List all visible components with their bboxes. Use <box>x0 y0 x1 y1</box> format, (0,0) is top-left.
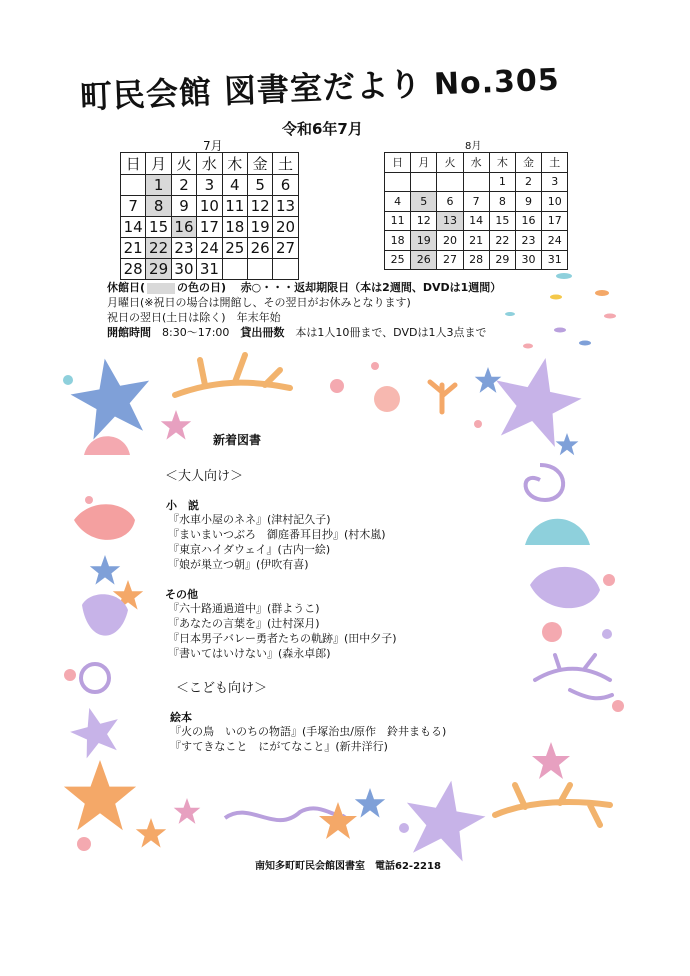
calendar-day: 17 <box>542 211 568 231</box>
kids-heading: ＜こども向け＞ <box>176 681 268 696</box>
calendar-day: 30 <box>515 250 541 270</box>
calendar-day: 3 <box>197 175 222 196</box>
calendar-day: 12 <box>247 196 272 217</box>
blue-starfish-icon <box>65 352 157 442</box>
calendar-day: 6 <box>273 175 298 196</box>
blue-starfish-icon <box>556 433 579 455</box>
novel-heading: 小 説 <box>166 499 199 512</box>
weekday-header: 火 <box>171 153 196 175</box>
weekday-header: 木 <box>489 153 515 173</box>
calendar-day: 24 <box>197 238 222 259</box>
calendar-day: 31 <box>542 250 568 270</box>
weekday-header: 火 <box>437 153 463 173</box>
issue-date: 令和6年7月 <box>282 120 363 138</box>
book-item: 『日本男子バレー勇者たちの軌跡』(田中夕子) <box>168 632 397 645</box>
conch-shell-icon <box>530 567 615 608</box>
weekday-header: 金 <box>247 153 272 175</box>
calendar-day: 11 <box>385 211 411 231</box>
book-item: 『まいまいつぶろ 御庭番耳目抄』(村木嵐) <box>168 528 386 541</box>
purple-starfish-icon <box>399 774 491 864</box>
novel-list <box>168 512 386 572</box>
fish-icon <box>505 273 616 349</box>
book-item: 『東京ハイダウェイ』(古内一絵) <box>168 543 331 556</box>
calendar-day: 9 <box>515 192 541 212</box>
calendar-day: 13 <box>437 211 463 231</box>
picture-book-heading: 絵本 <box>170 711 192 724</box>
orange-starfish-icon <box>319 802 357 839</box>
calendar-day: 18 <box>385 231 411 251</box>
limit-value: 本は1人10冊まで、DVDは1人3点まで <box>295 326 487 339</box>
calendar-day: 24 <box>542 231 568 251</box>
calendar-day: 21 <box>121 238 146 259</box>
limit-label: 貸出冊数 <box>240 326 285 339</box>
book-item: 『水車小屋のネネ』(津村記久子) <box>168 513 331 526</box>
calendar-day: 17 <box>197 217 222 238</box>
calendar-day: 23 <box>515 231 541 251</box>
calendar-day: 26 <box>247 238 272 259</box>
calendar-day: 1 <box>146 175 171 196</box>
orange-coral-icon <box>430 382 455 412</box>
blue-starfish-icon <box>355 788 409 833</box>
calendar-day: 10 <box>197 196 222 217</box>
closed-label-end: の色の日) <box>177 281 227 294</box>
picture-book-list <box>170 724 446 754</box>
august-label: 8月 <box>465 141 482 152</box>
calendar-day: 6 <box>437 192 463 212</box>
calendar-day: 4 <box>385 192 411 212</box>
calendar-day: 11 <box>222 196 247 217</box>
calendar-day: 21 <box>463 231 489 251</box>
coral-icon <box>535 655 612 698</box>
book-item: 『火の鳥 いのちの物語』(手塚治虫/原作 鈴井まもる) <box>170 725 447 738</box>
calendar-day: 14 <box>463 211 489 231</box>
weekday-header: 月 <box>146 153 171 175</box>
return-due-note: 赤○・・・返却期限日（本は2週間、DVDは1週間） <box>240 281 502 294</box>
weekday-header: 月 <box>411 153 437 173</box>
pink-starfish-icon <box>161 410 191 440</box>
weekday-header: 日 <box>385 153 411 173</box>
calendar-day: 22 <box>489 231 515 251</box>
calendar-day: 29 <box>489 250 515 270</box>
book-item: 『すてきなこと にがてなこと』(新井洋行) <box>170 740 388 753</box>
calendar-day: 27 <box>273 238 298 259</box>
hours-label: 開館時間 <box>107 326 151 339</box>
calendar-day: 28 <box>463 250 489 270</box>
swirl-icon <box>526 465 564 500</box>
closed-label: 休館日( <box>107 281 146 294</box>
calendar-day: 25 <box>222 238 247 259</box>
orange-starfish-icon <box>136 818 166 848</box>
swirl-icon <box>542 622 612 642</box>
coral-icon <box>175 355 290 395</box>
closed-rule-monday: 月曜日(※祝日の場合は開館し、その翌日がお休みとなります) <box>107 296 411 309</box>
closed-rule-holiday: 祝日の翌日(土日は除く) 年末年始 <box>107 311 281 324</box>
weekday-header: 日 <box>121 153 146 175</box>
calendar-day: 2 <box>171 175 196 196</box>
calendar-day: 29 <box>146 259 171 280</box>
scallop-shell-icon <box>525 519 590 545</box>
calendar-day: 14 <box>121 217 146 238</box>
swirl-icon <box>64 664 109 692</box>
blue-starfish-icon <box>475 367 502 393</box>
july-label: 7月 <box>203 139 223 153</box>
conch-shell-icon <box>74 504 135 540</box>
other-list <box>168 601 397 661</box>
footer-contact: 南知多町町民会館図書室 電話62-2218 <box>255 861 441 872</box>
calendar-day: 7 <box>463 192 489 212</box>
calendar-day: 8 <box>146 196 171 217</box>
book-item: 『あなたの言葉を』(辻村深月) <box>168 617 320 630</box>
calendar-day: 2 <box>515 172 541 192</box>
calendar-day: 27 <box>437 250 463 270</box>
calendar-day: 5 <box>411 192 437 212</box>
calendar-day: 1 <box>489 172 515 192</box>
calendar-day: 16 <box>171 217 196 238</box>
calendar-day: 9 <box>171 196 196 217</box>
calendar-day: 26 <box>411 250 437 270</box>
calendar-day: 16 <box>515 211 541 231</box>
adult-heading: ＜大人向け＞ <box>165 469 244 484</box>
calendar-day: 19 <box>247 217 272 238</box>
weekday-header: 金 <box>515 153 541 173</box>
weekday-header: 土 <box>542 153 568 173</box>
coral-icon <box>495 785 610 825</box>
calendar-day: 20 <box>273 217 298 238</box>
purple-starfish-icon <box>65 701 125 760</box>
weekday-header: 木 <box>222 153 247 175</box>
calendar-day: 30 <box>171 259 196 280</box>
scallop-shell-icon <box>84 436 130 504</box>
calendar-day: 4 <box>222 175 247 196</box>
calendar-day: 22 <box>146 238 171 259</box>
book-item: 『娘が巣立つ朝』(伊吹有喜) <box>168 558 309 571</box>
title-text: 町民会館 図書室だより <box>79 64 423 116</box>
weekday-header: 土 <box>273 153 298 175</box>
pink-starfish-icon <box>532 742 570 779</box>
calendar-day: 28 <box>121 259 146 280</box>
calendar-day: 15 <box>489 211 515 231</box>
calendar-day: 7 <box>121 196 146 217</box>
calendar-day: 23 <box>171 238 196 259</box>
calendar-day: 25 <box>385 250 411 270</box>
weekday-header: 水 <box>197 153 222 175</box>
other-heading: その他 <box>165 588 198 601</box>
calendar-day: 12 <box>411 211 437 231</box>
new-books-heading: 新着図書 <box>213 433 262 447</box>
sun-starfish-icon <box>64 760 136 830</box>
calendar-day: 20 <box>437 231 463 251</box>
scallop-shell-icon <box>612 700 624 712</box>
calendar-day: 10 <box>542 192 568 212</box>
hours-value: 8:30～17:00 <box>162 326 230 339</box>
blue-starfish-icon <box>90 555 120 585</box>
calendar-day: 8 <box>489 192 515 212</box>
issue-number: No.305 <box>433 62 561 103</box>
calendar-day: 18 <box>222 217 247 238</box>
calendar-day: 15 <box>146 217 171 238</box>
calendar-day: 3 <box>542 172 568 192</box>
calendar-day: 19 <box>411 231 437 251</box>
calendar-day: 13 <box>273 196 298 217</box>
calendar-day: 5 <box>247 175 272 196</box>
book-item: 『六十路通過道中』(群ようこ) <box>168 602 320 615</box>
weekday-header: 水 <box>463 153 489 173</box>
book-item: 『書いてはいけない』(森永卓郎) <box>168 647 331 660</box>
purple-starfish-icon <box>485 349 588 450</box>
calendar-day: 31 <box>197 259 222 280</box>
